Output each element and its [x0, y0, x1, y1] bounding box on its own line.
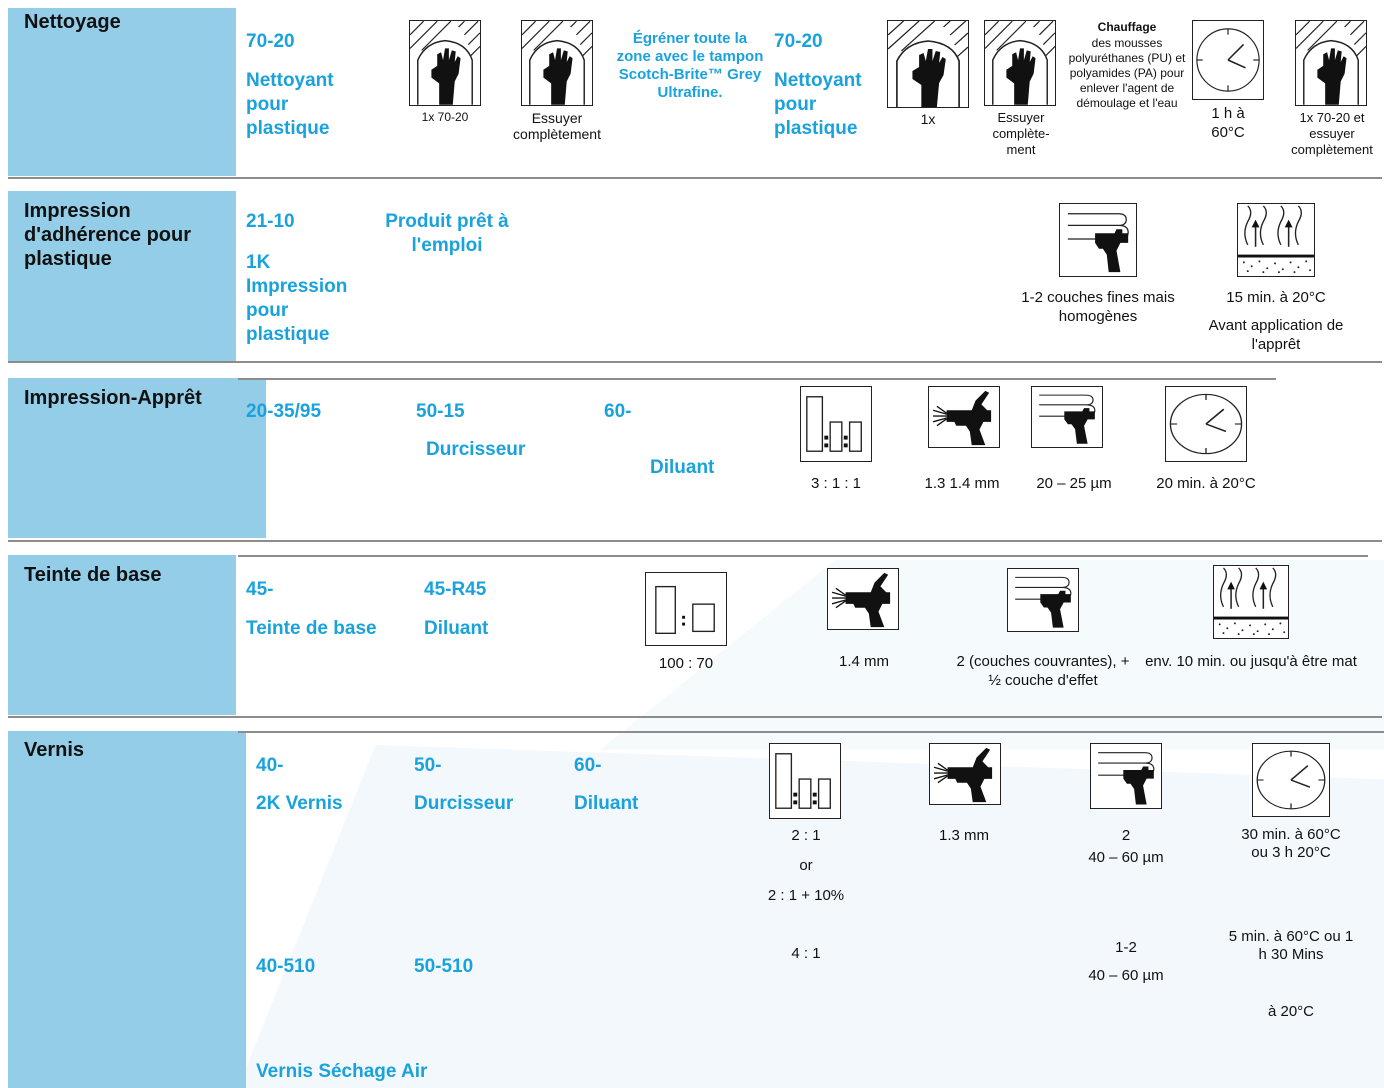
hand-wipe-icon [521, 20, 593, 106]
product-code: 50-15 [416, 401, 465, 422]
caption: 1.4 mm [838, 653, 889, 670]
caption: 15 min. à 20°C [1226, 289, 1326, 306]
caption: 2 : 1 [791, 827, 821, 844]
product-code: 60- [574, 755, 602, 776]
mixing-ratio-icon [645, 572, 727, 646]
caption: 1-2 [1115, 939, 1137, 956]
caption: Essuyer complète-ment [992, 110, 1050, 157]
caption: 1x [920, 111, 936, 127]
product-code: 45-R45 [424, 579, 487, 600]
section-divider [8, 540, 1382, 542]
caption: env. 10 min. ou jusqu'à être mat [1145, 653, 1357, 670]
abrade-instruction: Égréner toute la zone avec le tampon Scotch-Brite™ Grey Ultrafine. [616, 30, 764, 101]
product-name: Nettoyant pour plastique [246, 70, 334, 139]
mixing-ratio-icon [769, 743, 841, 819]
product-name: Diluant [574, 793, 639, 814]
section-title-appret: Impression-Apprêt [24, 387, 202, 409]
clock-icon [1192, 20, 1264, 100]
caption: 40 – 60 µm [1088, 967, 1164, 984]
caption: 2 : 1 + 10% [767, 887, 845, 904]
product-code: 40- [256, 755, 284, 776]
product-code: 60- [604, 401, 632, 422]
caption: or [799, 857, 813, 874]
caption: 3 : 1 : 1 [810, 475, 862, 492]
spray-coats-icon [1031, 386, 1103, 448]
spray-coats-icon [1059, 203, 1137, 277]
caption: 30 min. à 60°C ou 3 h 20°C [1241, 826, 1341, 861]
hand-wipe-icon [409, 20, 481, 106]
product-code: 50- [414, 755, 442, 776]
section-divider [8, 361, 1382, 363]
hand-wipe-icon [1295, 20, 1367, 106]
product-name: 2K Vernis [256, 793, 343, 814]
ready-to-use: Produit prêt à l'emploi [385, 211, 509, 256]
mixing-ratio-icon [800, 386, 872, 462]
section-panel-appret [238, 378, 1276, 380]
caption: 100 : 70 [658, 655, 714, 672]
section-divider [8, 716, 1382, 718]
product-code: 70-20 [774, 31, 823, 52]
product-code: 21-10 [246, 211, 295, 232]
product-code: 40-510 [256, 956, 316, 977]
caption: 4 : 1 [791, 945, 821, 962]
product-name: Diluant [650, 457, 715, 478]
section-title-teinte: Teinte de base [24, 564, 162, 586]
heat-text: des mousses polyuréthanes (PU) et polyamides (PA) pour enlever l'agent de démoulage et l'eau [1068, 36, 1186, 110]
section-band-vernis [8, 731, 246, 1088]
spray-gun-icon [928, 386, 1000, 448]
product-name: Teinte de base [246, 618, 377, 639]
caption: 20 – 25 µm [1036, 475, 1112, 492]
section-title-vernis: Vernis [24, 739, 85, 761]
section-title-adherence: Impression d'adhérence pour plastique [24, 200, 192, 270]
spray-gun-icon [929, 743, 1001, 805]
caption: Avant application de l'apprêt [1208, 317, 1344, 353]
caption: 1 h à 60°C [1211, 105, 1245, 141]
caption: 1x 70-20 [421, 110, 469, 124]
caption: 20 min. à 20°C [1156, 475, 1256, 492]
caption: à 20°C [1267, 1003, 1315, 1020]
caption: Essuyer complètement [513, 110, 601, 142]
section-title-nettoyage: Nettoyage [24, 11, 121, 33]
product-name: Vernis Séchage Air [256, 1061, 428, 1082]
product-name: Durcisseur [426, 439, 526, 460]
product-name: 1K Impression pour plastique [246, 252, 348, 345]
caption: 40 – 60 µm [1088, 849, 1164, 866]
caption: 1-2 couches fines mais homogènes [1021, 289, 1175, 325]
product-code: 70-20 [246, 31, 295, 52]
caption: 1.3 mm [938, 827, 989, 844]
product-code: 45- [246, 579, 274, 600]
product-code: 20-35/95 [246, 401, 322, 422]
section-panel-line [238, 555, 1368, 557]
spray-gun-icon [827, 568, 899, 630]
caption: 1.3 1.4 mm [924, 475, 1000, 492]
section-divider [8, 177, 1382, 179]
caption: 1x 70-20 et essuyer complètement [1291, 110, 1373, 157]
spray-coats-icon [1007, 568, 1079, 632]
product-name: Durcisseur [414, 793, 514, 814]
hand-wipe-icon [887, 20, 969, 108]
product-name: Diluant [424, 618, 489, 639]
flash-off-icon [1213, 565, 1289, 639]
product-code: 50-510 [414, 956, 474, 977]
caption: 2 (couches couvrantes), + ½ couche d'effet [956, 653, 1130, 689]
caption: 2 [1121, 827, 1131, 844]
flash-off-icon [1237, 203, 1315, 277]
section-panel-line [238, 731, 1384, 733]
spray-coats-icon [1090, 743, 1162, 809]
clock-icon [1252, 743, 1330, 817]
hand-wipe-icon [984, 20, 1056, 106]
heat-title: Chauffage [1097, 20, 1157, 34]
product-name: Nettoyant pour plastique [774, 70, 862, 139]
caption: 5 min. à 60°C ou 1 h 30 Mins [1228, 928, 1354, 963]
clock-icon [1165, 386, 1247, 462]
